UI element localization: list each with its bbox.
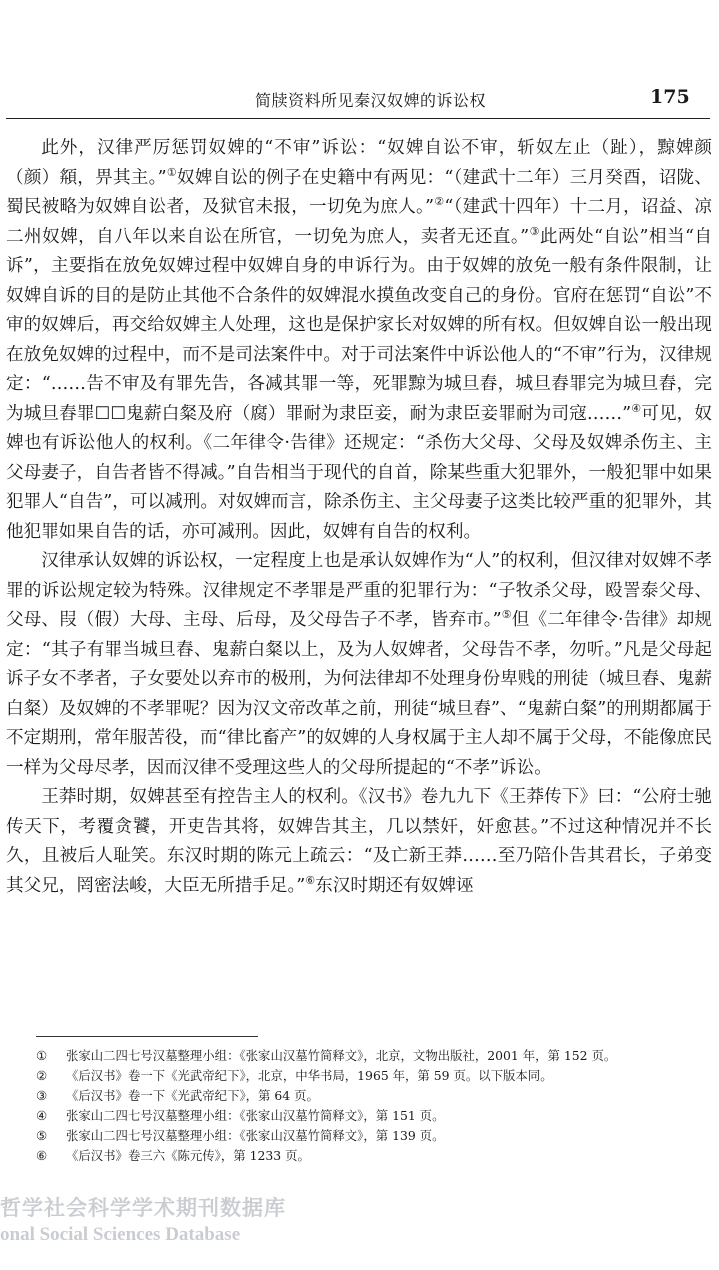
- paragraph-text: 东汉时期还有奴婢诬: [315, 875, 474, 896]
- body-text: [6, 134, 712, 901]
- watermark-line-1: 哲学社会科学学术期刊数据库: [0, 1197, 286, 1220]
- paragraph-text: 王莽时期，奴婢甚至有控告主人的权利。《汉书》卷九九下《王莽传下》曰：“公府士驰传天下，考覆贪饕，开吏告其将，奴婢告其主，几以禁奸，奸愈甚。”不过这种情况并不长久，且被后人耻笑。东汉时期的陈元上疏云：“及亡新王莽……至乃陪仆告其君长，子弟变其父兄，罔密法峻，大臣无所措手足。”: [6, 787, 712, 896]
- paragraph-text: 但《二年律令·告律》却规定：“其子有罪当城旦舂、鬼薪白粲以上，及为人奴婢者，父母告不孝，勿听。”凡是父母起诉子女不孝者，子女要处以弃市的极刑，为何法律却不处理身份卑贱的刑徒（城旦舂、鬼薪白粲）及奴婢的不孝罪呢？因为汉文帝改革之前，刑徒“城旦舂”、“鬼薪白粲”的刑期都属于不定期刑，常年服苦役，而“律比畜产”的奴婢的人身权属于主人却不属于父母，不能像庶民一样为父母尽孝，因而汉律不受理这些人的父母所提起的“不孝”诉讼。: [6, 610, 712, 778]
- paragraph: [6, 547, 712, 783]
- page-number: 175: [650, 86, 690, 108]
- footnotes: [36, 1046, 696, 1166]
- database-watermark: [0, 1192, 286, 1246]
- footnote-ref: ③: [529, 224, 540, 238]
- footnote: [36, 1106, 696, 1126]
- footnote: [36, 1086, 696, 1106]
- footnote-text: 张家山二四七号汉墓整理小组：《张家山汉墓竹简释文》，北京，文物出版社，2001 年，第 152 页。: [66, 1048, 617, 1063]
- paragraph-text: 此两处“自讼”相当“自诉”，主要指在放免奴婢过程中奴婢自身的申诉行为。由于奴婢的放免一般有条件限制，让奴婢自诉的目的是防止其他不合条件的奴婢混水摸鱼改变自己的身份。官府在惩罚“自讼”不审的奴婢后，再交给奴婢主人处理，这也是保护家长对奴婢的所有权。但奴婢自讼一般出现在放免奴婢的过程中，而不是司法案件中。对于司法案件中诉讼他人的“不审”行为，汉律规定：“……告不审及有罪先告，各减其罪一等，死罪黥为城旦舂，城旦舂罪完为城旦舂，完为城旦舂罪☐☐鬼薪白粲及府（腐）罪耐为隶臣妾，耐为隶臣妾罪耐为司寇……”: [6, 226, 713, 424]
- footnote-ref: ④: [631, 401, 642, 415]
- footnote-mark: ⑤: [36, 1128, 48, 1143]
- footnote-mark: ③: [36, 1088, 48, 1103]
- footnote-text: 张家山二四七号汉墓整理小组：《张家山汉墓竹简释文》，第 139 页。: [66, 1128, 445, 1143]
- footnote-ref: ①: [166, 165, 177, 179]
- footnote-mark: ⑥: [36, 1148, 48, 1163]
- watermark-line-2: onal Social Sciences Database: [0, 1224, 241, 1245]
- paragraph-text: 此外，汉律严厉惩罚奴婢的“不审”诉讼：“奴婢自讼不审，斩奴左止（趾），黥婢颜（颜）頯，畀其主。”: [6, 138, 712, 188]
- paragraph-text: 可见，奴婢也有诉讼他人的权利。《二年律令·告律》还规定：“杀伤大父母、父母及奴婢杀伤主、主父母妻子，自告者皆不得减。”自告相当于现代的自首，除某些重大犯罪外，一般犯罪中如果犯罪人“自告”，可以减刑。对奴婢而言，除杀伤主、主父母妻子这类比较严重的犯罪外，其他犯罪如果自告的话，亦可减刑。因此，奴婢有自告的权利。: [6, 403, 712, 542]
- header-rule: [6, 118, 710, 119]
- running-header: [0, 88, 719, 114]
- footnote-text: 《后汉书》卷三六《陈元传》，第 1233 页。: [66, 1148, 310, 1163]
- footnote-text: 《后汉书》卷一下《光武帝纪下》，第 64 页。: [66, 1088, 319, 1103]
- footnote-ref: ⑤: [501, 608, 512, 622]
- footnote-mark: ①: [36, 1048, 48, 1063]
- footnote-ref: ②: [434, 195, 445, 209]
- paragraph-text: 汉律承认奴婢的诉讼权，一定程度上也是承认奴婢作为“人”的权利，但汉律对奴婢不孝罪的诉讼规定较为特殊。汉律规定不孝罪是严重的犯罪行为：“子牧杀父母，殴詈泰父母、父母、叚（假）大母、主母、后母，及父母告子不孝，皆弃市。”: [6, 551, 712, 630]
- paragraph-text: “（建武十四年）十二月，诏益、凉二州奴婢，自八年以来自讼在所官，一切免为庶人，卖者无还直。”: [6, 197, 712, 247]
- paragraph: [6, 783, 712, 901]
- running-title: 简牍资料所见秦汉奴婢的诉讼权: [255, 91, 487, 110]
- footnote: [36, 1046, 696, 1066]
- footnote-mark: ④: [36, 1108, 48, 1123]
- footnote-text: 张家山二四七号汉墓整理小组：《张家山汉墓竹简释文》，第 151 页。: [66, 1108, 445, 1123]
- footnote: [36, 1066, 696, 1086]
- footnote: [36, 1146, 696, 1166]
- footnote-rule: [36, 1036, 258, 1037]
- paragraph: [6, 134, 712, 547]
- footnote-text: 《后汉书》卷一下《光武帝纪下》，北京，中华书局，1965 年，第 59 页。以下版本同。: [66, 1068, 553, 1083]
- footnote-mark: ②: [36, 1068, 48, 1083]
- paragraph-text: 奴婢自讼的例子在史籍中有两见：“（建武十二年）三月癸酉，诏陇、蜀民被略为奴婢自讼者，及狱官未报，一切免为庶人。”: [6, 167, 712, 217]
- footnote-ref: ⑥: [305, 873, 316, 887]
- footnote: [36, 1126, 696, 1146]
